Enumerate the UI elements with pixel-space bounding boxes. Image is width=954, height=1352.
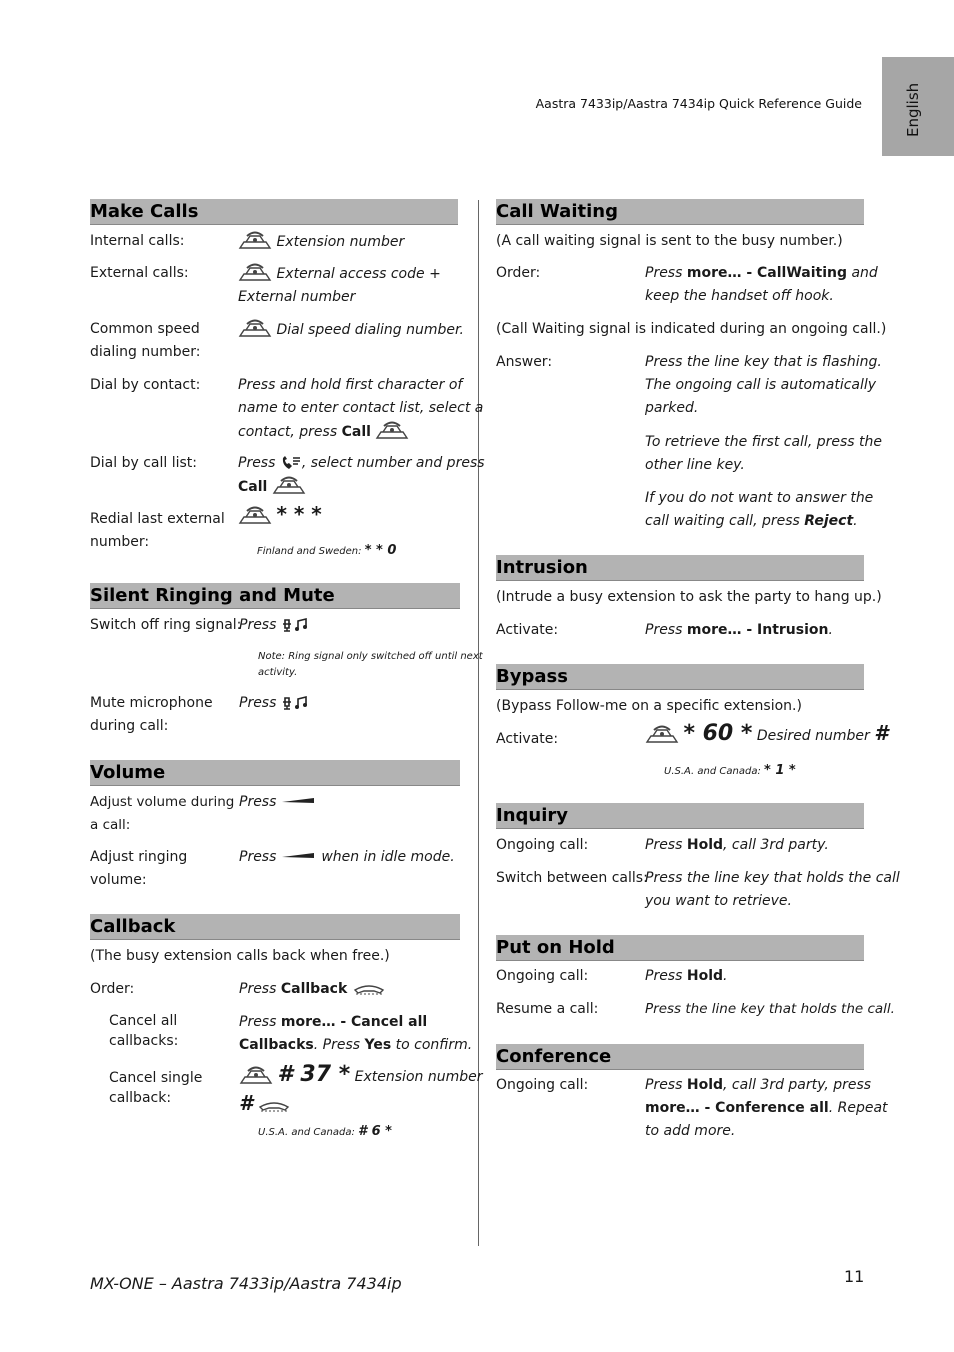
switch-calls-text: Press the line key that holds the call you want to retrieve. xyxy=(645,870,900,909)
redial-label: Redial last external number: xyxy=(90,511,225,550)
conference-ongoing-label: Ongoing call: xyxy=(496,1077,589,1093)
external-calls-text: External access code + External number xyxy=(238,262,441,309)
section-inquiry-title: Inquiry xyxy=(496,803,864,829)
retrieve-text: To retrieve the first call, press the other line key. xyxy=(645,434,882,473)
dial-calllist-label: Dial by call list: xyxy=(90,455,197,471)
dial-contact-label: Dial by contact: xyxy=(90,377,201,393)
section-hold-title: Put on Hold xyxy=(496,935,864,961)
callback-order-label: Order: xyxy=(90,981,135,997)
handset-icon xyxy=(375,420,409,440)
reject-text: If you do not want to answer the call waiting call, press Reject. xyxy=(645,490,874,529)
handset-down-icon xyxy=(257,1098,291,1114)
cancel-single-label: Cancel single callback: xyxy=(109,1070,203,1106)
call-waiting-intro: (A call waiting signal is sent to the busy number.) xyxy=(496,233,843,249)
ring-signal-note: Note: Ring signal only switched off until next activity. xyxy=(258,651,483,678)
handset-icon xyxy=(645,724,679,744)
cancel-all-text: Press more… - Cancel all Callbacks. Press Yes to confirm. xyxy=(239,1014,473,1053)
internal-calls-label: Internal calls: xyxy=(90,233,185,249)
bypass-intro: (Bypass Follow-me on a specific extension.) xyxy=(496,698,802,714)
handset-icon xyxy=(238,318,272,338)
call-waiting-intro-2: (Call Waiting signal is indicated during an ongoing call.) xyxy=(496,321,887,337)
inquiry-ongoing-label: Ongoing call: xyxy=(496,837,589,853)
switch-off-ring-text: Press xyxy=(239,614,311,637)
language-label: English xyxy=(904,82,922,137)
hold-ongoing-label: Ongoing call: xyxy=(496,968,589,984)
section-silent-ringing-title: Silent Ringing and Mute xyxy=(90,583,460,609)
answer-label: Answer: xyxy=(496,354,553,370)
section-callback-title: Callback xyxy=(90,914,460,940)
adjust-volume-label: Adjust volume during a call: xyxy=(90,794,235,833)
handset-down-icon xyxy=(352,981,386,997)
intrusion-activate-text: Press more… - Intrusion. xyxy=(645,622,833,638)
dial-calllist-text: Press , select number and press Call xyxy=(238,455,485,495)
bypass-activate-label: Activate: xyxy=(496,731,559,747)
cancel-all-label: Cancel all callbacks: xyxy=(109,1013,179,1049)
adjust-volume-text: Press xyxy=(239,791,317,814)
mute-key-icon xyxy=(281,695,311,711)
call-list-icon xyxy=(280,455,302,471)
resume-label: Resume a call: xyxy=(496,1001,599,1017)
mute-key-icon xyxy=(281,617,311,633)
speed-dial-label: Common speed dialing number: xyxy=(90,321,201,360)
intrusion-intro: (Intrude a busy extension to ask the party to hang up.) xyxy=(496,589,882,605)
call-waiting-order-text: Press more… - CallWaiting and keep the handset off hook. xyxy=(645,265,878,304)
guide-title: Aastra 7433ip/Aastra 7434ip Quick Reference Guide xyxy=(535,96,862,111)
callback-intro: (The busy extension calls back when free.) xyxy=(90,948,390,964)
handset-icon xyxy=(238,230,272,250)
callback-note: U.S.A. and Canada: # 6 * xyxy=(258,1124,392,1139)
external-calls-label: External calls: xyxy=(90,265,189,281)
handset-icon xyxy=(239,1065,273,1085)
section-bypass-title: Bypass xyxy=(496,664,864,690)
adjust-ringing-text: Press when in idle mode. xyxy=(239,849,455,865)
volume-key-icon xyxy=(281,795,317,805)
switch-off-ring-label: Switch off ring signal: xyxy=(90,617,242,633)
bypass-note: U.S.A. and Canada: * 1 * xyxy=(664,763,796,778)
adjust-ringing-label: Adjust ringing volume: xyxy=(90,849,188,888)
hold-ongoing-text: Press Hold. xyxy=(645,968,728,984)
section-volume-title: Volume xyxy=(90,760,460,786)
callback-order-text: Press Callback xyxy=(239,978,386,1001)
dial-contact-text: Press and hold first character of name to enter contact list, select a contact, press Call xyxy=(238,377,484,440)
language-tab xyxy=(882,57,954,156)
redial-code: * * * xyxy=(238,503,322,529)
resume-text: Press the line key that holds the call. xyxy=(645,1001,895,1017)
section-make-calls-title: Make Calls xyxy=(90,199,458,225)
mute-mic-label: Mute microphone during call: xyxy=(90,695,213,734)
handset-icon xyxy=(238,262,272,282)
call-waiting-order-label: Order: xyxy=(496,265,541,281)
conference-ongoing-text: Press Hold, call 3rd party, press more… - Conference all. Repeat to add more. xyxy=(645,1077,888,1139)
section-conference-title: Conference xyxy=(496,1044,864,1070)
mute-mic-text: Press xyxy=(239,692,311,715)
page-number: 11 xyxy=(844,1267,865,1286)
inquiry-ongoing-text: Press Hold, call 3rd party. xyxy=(645,837,829,853)
answer-text: Press the line key that is flashing. The ongoing call is automatically parked. xyxy=(645,354,882,416)
switch-calls-label: Switch between calls: xyxy=(496,870,648,886)
handset-icon xyxy=(272,475,306,495)
handset-icon xyxy=(238,505,272,525)
redial-note: Finland and Sweden: * * 0 xyxy=(257,543,397,558)
section-call-waiting-title: Call Waiting xyxy=(496,199,864,225)
cancel-single-text: # 37 * Extension number # xyxy=(239,1062,483,1115)
section-intrusion-title: Intrusion xyxy=(496,555,864,581)
volume-key-icon xyxy=(281,850,317,860)
speed-dial-text: Dial speed dialing number. xyxy=(238,318,464,342)
intrusion-activate-label: Activate: xyxy=(496,622,559,638)
footer-product: MX-ONE – Aastra 7433ip/Aastra 7434ip xyxy=(90,1274,402,1293)
internal-calls-text: Extension number xyxy=(238,230,404,254)
bypass-activate-text: * 60 * Desired number # xyxy=(645,722,888,748)
